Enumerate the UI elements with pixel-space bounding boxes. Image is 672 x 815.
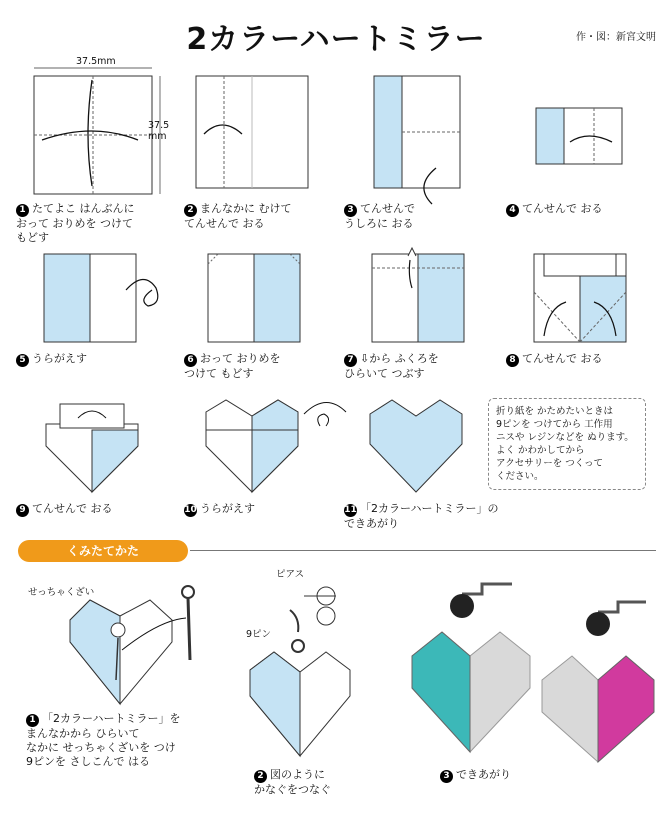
step-5-caption: 5 うらがえす — [16, 352, 87, 367]
step-11-caption: 11 「2カラーハートミラー」の できあがり — [344, 502, 499, 530]
tip-note: 折り紙を かためたいときは 9ピンを つけてから 工作用 ニスや レジンなどを ぬります。 よく かわかしてから アクセサリーを つくって ください。 — [488, 398, 646, 490]
author-credit: 作・図：新宮文明 — [576, 32, 656, 43]
height-label: 37.5 mm — [148, 120, 170, 142]
section-divider — [190, 550, 656, 551]
step-6-caption: 6 おって おりめを つけて もどす — [184, 352, 281, 380]
step-9-caption: 9 てんせんで おる — [16, 502, 113, 517]
page-title: 2カラーハートミラー — [186, 22, 486, 57]
pin-label: 9ピン — [246, 629, 272, 640]
pierce-label: ピアス — [276, 569, 305, 580]
step-7-diagram — [372, 248, 472, 344]
assembly-1-diagram — [60, 580, 220, 710]
finished-earrings-photo — [402, 576, 662, 766]
step-3-caption: 3 てんせんで うしろに おる — [344, 202, 415, 230]
step-10-caption: 10 うらがえす — [184, 502, 255, 515]
width-label: 37.5mm — [76, 56, 116, 67]
assembly-heading: くみたてかた — [18, 540, 188, 562]
assembly-2-caption: 2 図のように かなぐをつなぐ — [254, 768, 331, 796]
step-2-caption: 2 まんなかに むけて てんせんで おる — [184, 202, 292, 230]
step-7-caption: 7 ⇩から ふくろを ひらいて つぶす — [344, 352, 439, 380]
step-10-diagram — [206, 400, 306, 496]
step-3-diagram — [374, 76, 494, 206]
step-4-diagram — [536, 108, 636, 168]
step-8-caption: 8 てんせんで おる — [506, 352, 603, 367]
step-8-diagram — [534, 254, 634, 344]
step-5-diagram — [44, 254, 194, 344]
step-9-diagram — [46, 400, 146, 496]
glue-label: せっちゃくざい — [28, 587, 95, 598]
step-4-caption: 4 てんせんで おる — [506, 202, 603, 217]
step-6-diagram — [208, 254, 308, 344]
step-1-caption: 1 たてよこ はんぶんに おって おりめを つけて もどす — [16, 202, 135, 244]
step-2-diagram — [196, 76, 316, 196]
assembly-3-caption: 3 できあがり — [440, 768, 511, 783]
step-1-diagram — [34, 56, 194, 202]
assembly-1-caption: 1 「2カラーハートミラー」を まんなかから ひらいて なかに せっちゃくざいを つけ 9ピンを さしこんで はる — [26, 712, 181, 768]
step-11-diagram — [300, 396, 480, 496]
assembly-2-diagram — [246, 576, 386, 766]
